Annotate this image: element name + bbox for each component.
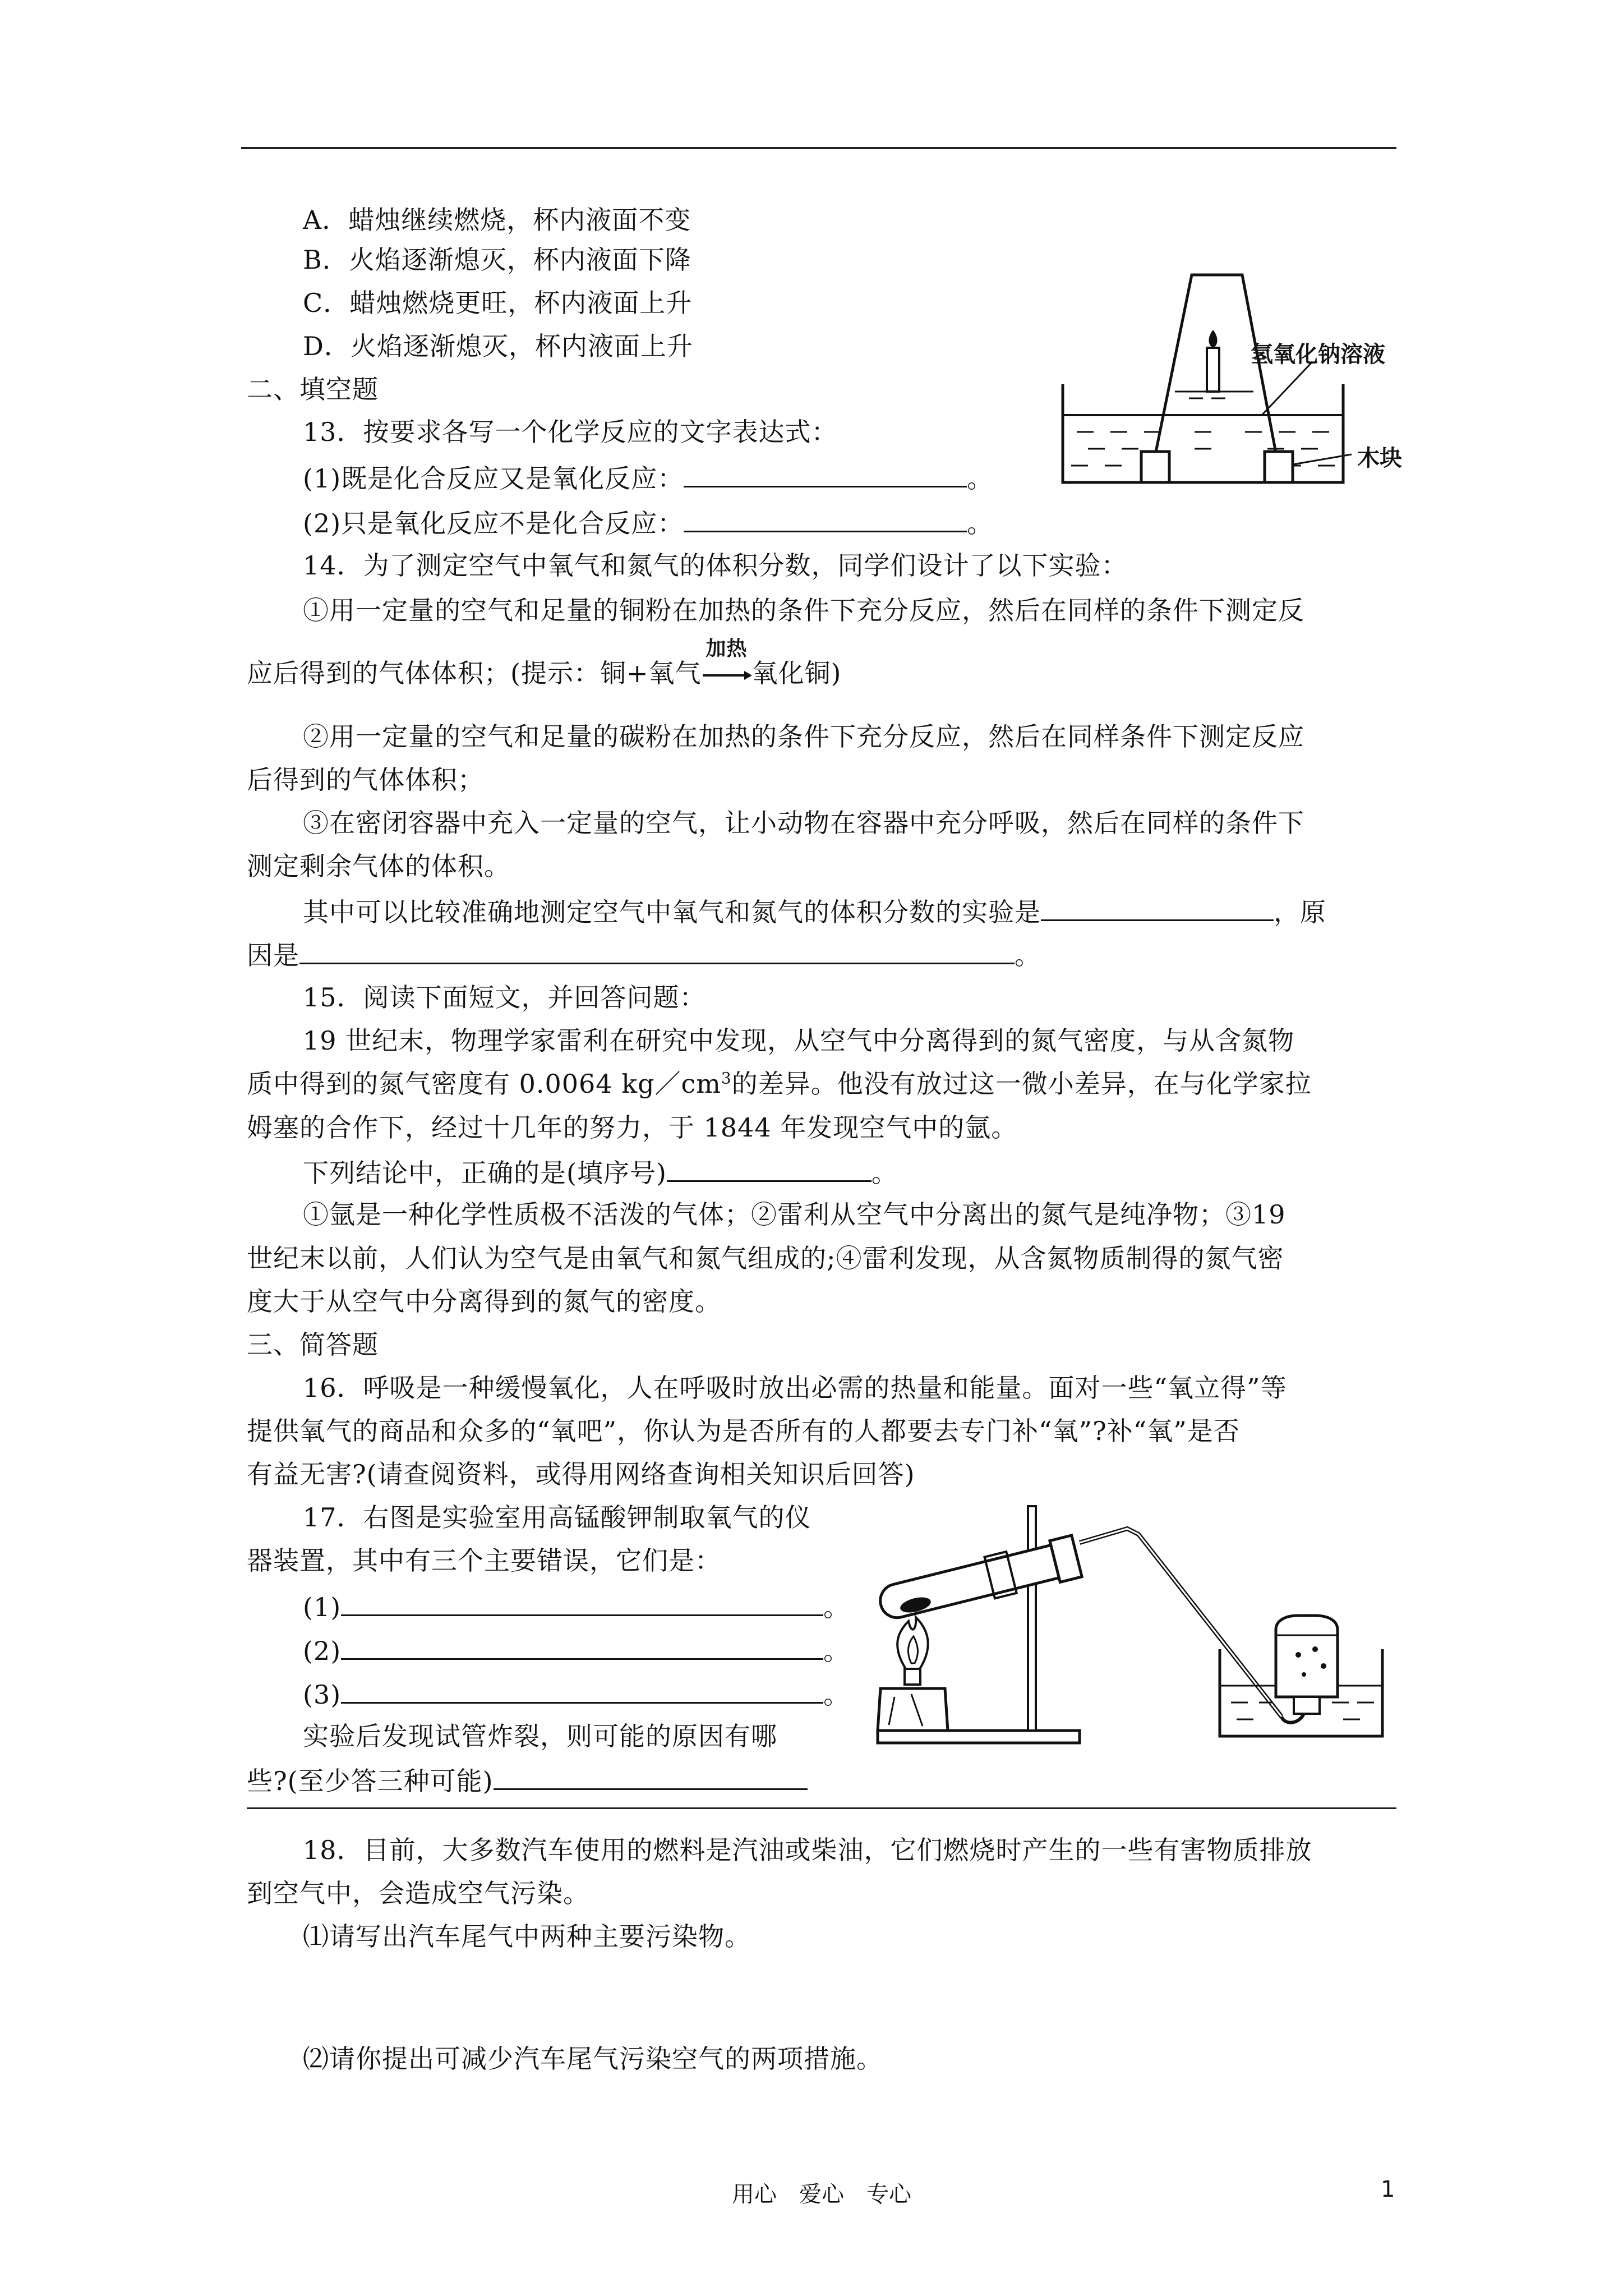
q14-item1-line2 (247, 637, 842, 690)
heating-arrow (702, 637, 752, 690)
q14-answer-blank[interactable] (1041, 894, 1274, 921)
q15-conclusions-line1: ①氩是一种化学性质极不活泼的气体；②雷利从空气中分离出的氮气是纯净物；③19 (303, 1199, 1286, 1230)
footer-motto: 用心 爱心 专心 (732, 2182, 911, 2207)
header-rule (241, 147, 1396, 149)
q12-option-c: C．蜡烛燃烧更旺，杯内液面上升 (303, 288, 693, 318)
q17-line4-text: 些?(至少答三种可能) (247, 1766, 494, 1796)
q14-reason-end: 。 (1015, 940, 1041, 970)
wood-block-label: 木块 (1357, 445, 1402, 471)
q13-part1-blank[interactable] (684, 460, 967, 487)
q16-line1: 16．呼吸是一种缓慢氧化，人在呼吸时放出必需的热量和能量。面对一些“氧立得”等 (303, 1373, 1287, 1403)
q14-item1-text: 应后得到的气体体积；(提示：铜+氧气 (247, 658, 702, 688)
q13-part2 (303, 505, 993, 540)
q18-line1: 18．目前，大多数汽车使用的燃料是汽油或柴油，它们燃烧时产生的一些有害物质排放 (303, 1835, 1312, 1865)
q17-error-1 (303, 1589, 850, 1624)
q14-item2-line1: ②用一定量的空气和足量的碳粉在加热的条件下充分反应，然后在同样条件下测定反应 (303, 721, 1304, 752)
q15-conclusions-line3: 度大于从空气中分离得到的氮气的密度。 (247, 1286, 721, 1317)
q14-ask-line2 (247, 937, 1041, 972)
q17-error-2-end: 。 (823, 1636, 850, 1666)
q14-reason-blank[interactable] (299, 937, 1015, 964)
q15-ask (303, 1154, 898, 1190)
q12-option-d: D．火焰逐渐熄灭，杯内液面上升 (303, 331, 693, 361)
q15-para-line2 (247, 1067, 1312, 1101)
q15-para-line2-b: 的差异。他没有放过这一微小差异，在与化学家拉 (731, 1069, 1312, 1099)
naoh-solution-label: 氢氧化钠溶液 (1251, 342, 1385, 367)
q18-part2: ⑵请你提出可减少汽车尾气污染空气的两项措施。 (303, 2044, 883, 2074)
q17-line4 (247, 1763, 808, 1798)
q17-line1: 17．右图是实验室用高锰酸钾制取氧气的仪 (303, 1502, 811, 1533)
q17-error-1-label: (1) (303, 1592, 342, 1622)
q16-line2: 提供氧气的商品和众多的“氧吧”，你认为是否所有的人都要去专门补“氧”?补“氧”是否 (247, 1416, 1240, 1446)
q17-error-1-end: 。 (823, 1592, 850, 1622)
oxygen-apparatus-figure (872, 1495, 1405, 1759)
q13-part2-end: 。 (967, 508, 994, 539)
q15-ask-text: 下列结论中，正确的是(填序号) (303, 1158, 667, 1188)
q17-error-2-blank[interactable] (341, 1632, 823, 1660)
q13-part2-blank[interactable] (684, 505, 967, 532)
q17-line3: 实验后发现试管炸裂，则可能的原因有哪 (303, 1721, 777, 1751)
q17-error-3-label: (3) (303, 1680, 342, 1710)
q17-error-2-label: (2) (303, 1636, 342, 1666)
q15-stem: 15．阅读下面短文，并回答问题： (303, 982, 706, 1013)
q14-reason-text: 因是 (247, 940, 299, 970)
heating-label: 加热 (706, 637, 748, 660)
candle-beaker-figure (1060, 264, 1408, 499)
q18-part1: ⑴请写出汽车尾气中两种主要污染物。 (303, 1921, 751, 1952)
section-3-heading: 三、简答题 (247, 1329, 379, 1360)
q12-option-b: B．火焰逐渐熄灭，杯内液面下降 (303, 245, 691, 275)
q13-stem: 13．按要求各写一个化学反应的文字表达式： (303, 417, 838, 447)
q13-part2-text: (2)只是氧化反应不是化合反应： (303, 508, 684, 539)
q15-conclusions-line2: 世纪末以前，人们认为空气是由氧气和氮气组成的;④雷利发现，从含氮物质制得的氮气密 (247, 1243, 1284, 1273)
page-number: 1 (1381, 2177, 1395, 2202)
q15-para-line1: 19 世纪末，物理学家雷利在研究中发现，从空气中分离得到的氮气密度，与从含氮物 (303, 1025, 1295, 1056)
q14-stem: 14．为了测定空气中氧气和氮气的体积分数，同学们设计了以下实验： (303, 550, 1128, 581)
q14-item1-line1: ①用一定量的空气和足量的铜粉在加热的条件下充分反应，然后在同样的条件下测定反 (303, 595, 1304, 625)
q17-error-3 (303, 1676, 850, 1711)
q14-ask-line1 (303, 894, 1326, 929)
q14-item3-line2: 测定剩余气体的体积。 (247, 851, 510, 881)
q14-ask-text: 其中可以比较准确地测定空气中氧气和氮气的体积分数的实验是 (303, 897, 1041, 927)
q13-part1 (303, 460, 993, 495)
q17-error-1-blank[interactable] (341, 1589, 823, 1616)
q14-item3-line1: ③在密闭容器中充入一定量的空气，让小动物在容器中充分呼吸，然后在同样的条件下 (303, 808, 1304, 838)
section-separator (247, 1807, 1396, 1809)
q15-answer-blank[interactable] (667, 1154, 872, 1182)
q14-item2-line2: 后得到的气体体积； (247, 765, 484, 795)
q15-unit-exponent: 3 (721, 1069, 732, 1088)
q17-error-2 (303, 1632, 850, 1668)
q17-line2: 器装置，其中有三个主要错误，它们是： (247, 1545, 721, 1576)
q15-para-line2-a: 质中得到的氮气密度有 0.0064 kg／cm (247, 1069, 721, 1099)
q14-ask-tail: ，原 (1274, 897, 1326, 927)
section-2-heading: 二、填空题 (247, 374, 379, 404)
q14-item1-end: 氧化铜) (751, 658, 842, 688)
q13-part1-end: 。 (967, 463, 994, 494)
q18-line2: 到空气中，会造成空气污染。 (247, 1878, 589, 1908)
q17-error-3-blank[interactable] (341, 1676, 823, 1704)
q12-option-a: A．蜡烛继续燃烧，杯内液面不变 (303, 205, 691, 235)
q13-part1-text: (1)既是化合反应又是氧化反应： (303, 463, 684, 494)
q16-line3: 有益无害?(请查阅资料，或得用网络查询相关知识后回答) (247, 1459, 915, 1489)
q15-ask-end: 。 (871, 1158, 898, 1188)
q17-causes-blank[interactable] (494, 1763, 808, 1790)
q17-error-3-end: 。 (823, 1680, 850, 1710)
q15-para-line3: 姆塞的合作下，经过十几年的努力，于 1844 年发现空气中的氩。 (247, 1112, 1018, 1143)
